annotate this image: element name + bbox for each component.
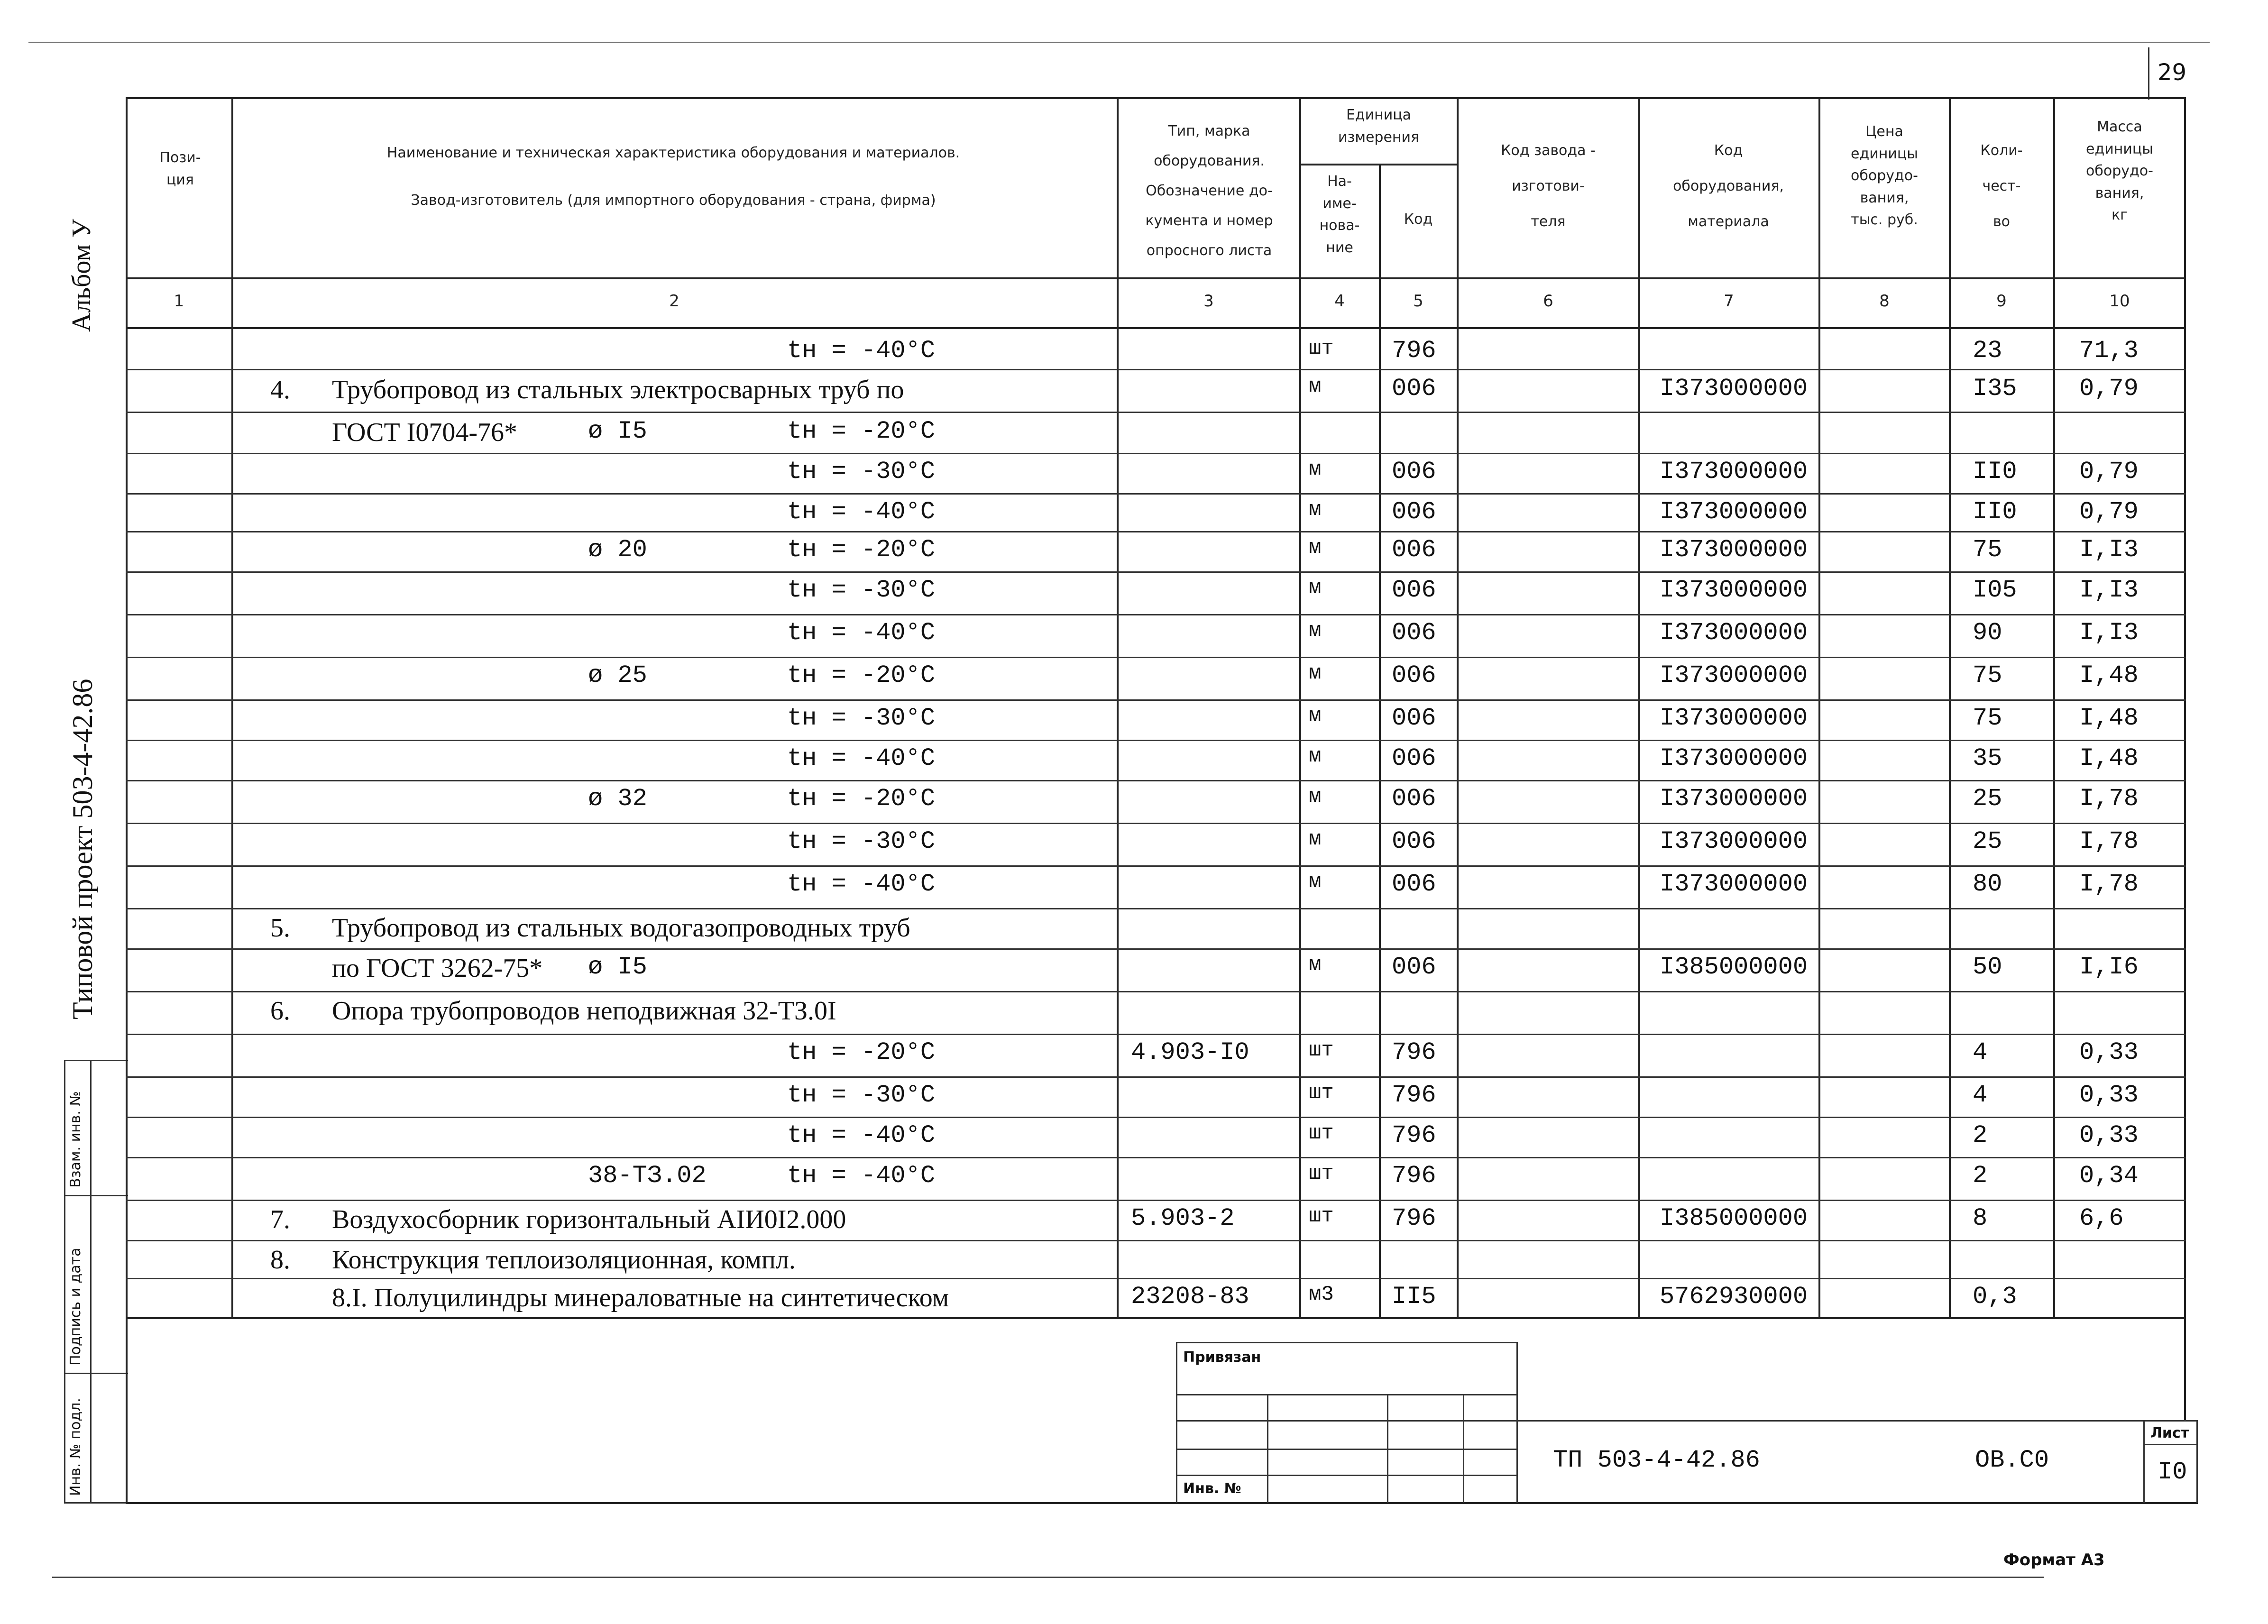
cell-pos: 6. — [270, 996, 290, 1026]
cell-temp: tн = -40°C — [787, 1162, 936, 1190]
row-divider — [126, 948, 2186, 950]
cell-mat: I373000000 — [1660, 661, 1808, 689]
cell-qty: 50 — [1973, 953, 2002, 981]
row-divider — [126, 412, 2186, 413]
cell-temp: tн = -30°C — [787, 1081, 936, 1109]
row-divider — [126, 1278, 2186, 1279]
row-divider — [126, 369, 2186, 370]
row-divider — [126, 1117, 2186, 1118]
row-divider — [126, 823, 2186, 824]
cell-qty: II0 — [1973, 498, 2017, 526]
top-margin-line — [28, 42, 2210, 43]
cell-code: 796 — [1392, 1162, 1436, 1190]
cell-mat: I373000000 — [1660, 870, 1808, 898]
sheet-box-border — [2148, 47, 2149, 100]
row-divider — [126, 780, 2186, 781]
header-unit-group: Единица измерения — [1338, 107, 1420, 146]
cell-mat: I373000000 — [1660, 536, 1808, 564]
header-unit-code: Код — [1404, 211, 1433, 228]
cell-code: 796 — [1392, 337, 1436, 365]
cell-unit: м — [1309, 785, 1322, 808]
cell-unit: м — [1309, 458, 1322, 481]
row-divider — [126, 571, 2186, 573]
cell-mass: 0,33 — [2079, 1081, 2139, 1109]
cell-unit: м — [1309, 744, 1322, 768]
col-number-7: 7 — [1724, 292, 1734, 311]
cell-mass: I,I3 — [2079, 536, 2139, 564]
cell-sub: ø 25 — [588, 661, 647, 689]
cell-mat: I373000000 — [1660, 375, 1808, 403]
cell-name: Трубопровод из стальных водогазопроводных труб — [332, 913, 910, 943]
row-divider — [126, 1076, 2186, 1078]
cell-qty: I35 — [1973, 375, 2017, 403]
cell-unit: м — [1309, 536, 1322, 560]
cell-qty: 2 — [1973, 1121, 1988, 1149]
cell-pos: 7. — [270, 1205, 290, 1234]
cell-name: 8.I. Полуцилиндры минераловатные на синтетическом — [332, 1283, 949, 1312]
col-number-9: 9 — [1996, 292, 2007, 311]
cell-temp: tн = -30°C — [787, 827, 936, 855]
row-divider — [126, 493, 2186, 495]
cell-mat: I373000000 — [1660, 458, 1808, 486]
cell-temp: tн = -30°C — [787, 704, 936, 732]
cell-qty: 25 — [1973, 827, 2002, 855]
cell-name: по ГОСТ 3262-75* — [332, 954, 543, 983]
cell-mass: I,I3 — [2079, 576, 2139, 604]
cell-mass: I,78 — [2079, 870, 2139, 898]
cell-temp: tн = -20°C — [787, 1038, 936, 1066]
cell-qty: I05 — [1973, 576, 2017, 604]
col-number-8: 8 — [1879, 292, 1890, 311]
col-number-4: 4 — [1334, 292, 1345, 311]
cell-sub: ø I5 — [588, 953, 647, 981]
sheet-label: Лист — [2150, 1425, 2189, 1441]
inv-number-label: Инв. № — [1183, 1480, 1241, 1497]
row-divider — [126, 699, 2186, 701]
cell-mass: I,78 — [2079, 827, 2139, 855]
header-mass: Масса единицы оборудо- вания, кг — [2086, 119, 2153, 223]
cell-code: 006 — [1392, 576, 1436, 604]
cell-mat: I385000000 — [1660, 1204, 1808, 1232]
row-divider — [126, 531, 2186, 532]
cell-mass: 0,79 — [2079, 498, 2139, 526]
cell-unit: м — [1309, 870, 1322, 894]
cell-mat: I373000000 — [1660, 498, 1808, 526]
stamp-field-signature-date: Подпись и дата — [67, 1248, 84, 1366]
cell-qty: II0 — [1973, 458, 2017, 486]
cell-code: 006 — [1392, 744, 1436, 772]
cell-code: 006 — [1392, 375, 1436, 403]
header-position: Пози- ция — [159, 149, 201, 188]
sheet-number: I0 — [2158, 1458, 2187, 1486]
cell-mass: 0,33 — [2079, 1121, 2139, 1149]
col-number-5: 5 — [1413, 292, 1423, 311]
col-number-2: 2 — [669, 292, 679, 311]
cell-qty: 4 — [1973, 1038, 1988, 1066]
cell-unit: шт — [1309, 1204, 1334, 1228]
header-material-code: Код оборудования, материала — [1673, 142, 1784, 230]
cell-mat: 5762930000 — [1660, 1283, 1808, 1311]
row-divider — [126, 865, 2186, 867]
cell-mass: 0,79 — [2079, 375, 2139, 403]
privyazan-label: Привязан — [1183, 1349, 1261, 1366]
cell-unit: м — [1309, 375, 1322, 398]
cell-unit: м — [1309, 498, 1322, 522]
cell-code: 006 — [1392, 661, 1436, 689]
section-code: ОВ.С0 — [1975, 1446, 2049, 1474]
cell-temp: tн = -40°C — [787, 870, 936, 898]
cell-unit: шт — [1309, 1162, 1334, 1185]
cell-code: 006 — [1392, 498, 1436, 526]
row-divider — [126, 1157, 2186, 1158]
cell-code: 006 — [1392, 536, 1436, 564]
cell-mat: I373000000 — [1660, 704, 1808, 732]
header-price: Цена единицы оборудо- вания, тыс. руб. — [1851, 123, 1918, 228]
cell-code: 006 — [1392, 785, 1436, 813]
col-number-6: 6 — [1543, 292, 1553, 311]
cell-code: II5 — [1392, 1283, 1436, 1311]
cell-qty: 90 — [1973, 619, 2002, 647]
cell-mass: I,48 — [2079, 744, 2139, 772]
format-label: Формат А3 — [2003, 1551, 2105, 1569]
cell-qty: 8 — [1973, 1204, 1988, 1232]
cell-mat: I373000000 — [1660, 576, 1808, 604]
cell-mat: I373000000 — [1660, 619, 1808, 647]
cell-temp: tн = -30°C — [787, 458, 936, 486]
header-name-line2: Завод-изготовитель (для импортного оборудования - страна, фирма) — [411, 192, 936, 209]
cell-temp: tн = -20°C — [787, 661, 936, 689]
cell-unit: м — [1309, 576, 1322, 600]
cell-code: 796 — [1392, 1204, 1436, 1232]
cell-unit: м — [1309, 661, 1322, 685]
cell-temp: tн = -40°C — [787, 337, 936, 365]
header-type: Тип, марка оборудования. Обозначение до- кумента и номер опросного листа — [1145, 123, 1273, 259]
cell-unit: м — [1309, 619, 1322, 642]
cell-unit: шт — [1309, 337, 1334, 360]
header-quantity: Коли- чест- во — [1980, 142, 2023, 230]
cell-mass: 0,33 — [2079, 1038, 2139, 1066]
row-divider — [126, 740, 2186, 741]
cell-mat: I373000000 — [1660, 785, 1808, 813]
cell-unit: м — [1309, 704, 1322, 728]
cell-qty: 23 — [1973, 337, 2002, 365]
cell-pos: 4. — [270, 375, 290, 404]
row-divider — [126, 1200, 2186, 1201]
col-number-3: 3 — [1203, 292, 1214, 311]
header-unit-name: На- име- нова- ние — [1319, 173, 1360, 256]
stamp-field-original-inv: Инв. № подл. — [67, 1398, 84, 1496]
cell-mass: 0,34 — [2079, 1162, 2139, 1190]
cell-mat: I373000000 — [1660, 744, 1808, 772]
cell-doc: 5.903-2 — [1131, 1204, 1235, 1232]
bottom-margin-line — [52, 1577, 2044, 1578]
row-divider — [126, 1240, 2186, 1241]
cell-temp: tн = -40°C — [787, 744, 936, 772]
sheet-number-top: 29 — [2158, 59, 2187, 86]
cell-sub: ø 20 — [588, 536, 647, 564]
cell-qty: 2 — [1973, 1162, 1988, 1190]
cell-mass: I,48 — [2079, 704, 2139, 732]
cell-pos: 5. — [270, 913, 290, 943]
cell-qty: 35 — [1973, 744, 2002, 772]
cell-qty: 4 — [1973, 1081, 1988, 1109]
cell-mass: I,I6 — [2079, 953, 2139, 981]
cell-temp: tн = -20°C — [787, 536, 936, 564]
cell-unit: м — [1309, 953, 1322, 977]
stamp-field-replace-inv: Взам. инв. № — [67, 1091, 84, 1188]
row-divider — [126, 908, 2186, 909]
cell-name: ГОСТ I0704-76* — [332, 418, 517, 447]
cell-mass: I,48 — [2079, 661, 2139, 689]
cell-name: Опора трубопроводов неподвижная 32-ТЗ.0I — [332, 996, 836, 1026]
cell-qty: 0,3 — [1973, 1283, 2017, 1311]
col-number-10: 10 — [2109, 292, 2130, 311]
row-divider — [126, 1034, 2186, 1035]
cell-unit: м3 — [1309, 1283, 1334, 1306]
cell-mass: I,I3 — [2079, 619, 2139, 647]
row-divider — [126, 991, 2186, 992]
album-label: Альбом У — [67, 219, 96, 332]
cell-temp: tн = -40°C — [787, 1121, 936, 1149]
header-name-line1: Наименование и техническая характеристика оборудования и материалов. — [386, 145, 960, 161]
project-label: Типовой проект 503-4-42.86 — [67, 679, 98, 1019]
cell-qty: 75 — [1973, 536, 2002, 564]
cell-unit: шт — [1309, 1121, 1334, 1145]
header-plant-code: Код завода - изготови- теля — [1501, 142, 1596, 230]
cell-code: 006 — [1392, 704, 1436, 732]
cell-doc: 4.903-I0 — [1131, 1038, 1249, 1066]
col-number-1: 1 — [174, 292, 184, 311]
cell-mass: 71,3 — [2079, 337, 2139, 365]
cell-mat: I373000000 — [1660, 827, 1808, 855]
cell-pos: 8. — [270, 1245, 290, 1275]
cell-mass: I,78 — [2079, 785, 2139, 813]
cell-temp: tн = -40°C — [787, 619, 936, 647]
cell-temp: tн = -20°C — [787, 417, 936, 445]
cell-unit: шт — [1309, 1081, 1334, 1105]
cell-temp: tн = -20°C — [787, 785, 936, 813]
cell-qty: 25 — [1973, 785, 2002, 813]
cell-sub: ø 32 — [588, 785, 647, 813]
document-code: ТП 503-4-42.86 — [1553, 1446, 1760, 1474]
cell-mass: 6,6 — [2079, 1204, 2124, 1232]
cell-qty: 80 — [1973, 870, 2002, 898]
cell-sub: 38-ТЗ.02 — [588, 1162, 707, 1190]
cell-name: Конструкция теплоизоляционная, компл. — [332, 1245, 796, 1275]
row-divider — [126, 453, 2186, 454]
cell-temp: tн = -40°C — [787, 498, 936, 526]
row-divider — [126, 614, 2186, 615]
row-divider — [126, 657, 2186, 658]
cell-code: 796 — [1392, 1121, 1436, 1149]
cell-code: 006 — [1392, 458, 1436, 486]
cell-code: 006 — [1392, 827, 1436, 855]
cell-unit: шт — [1309, 1038, 1334, 1062]
cell-code: 796 — [1392, 1081, 1436, 1109]
cell-qty: 75 — [1973, 661, 2002, 689]
cell-qty: 75 — [1973, 704, 2002, 732]
cell-mass: 0,79 — [2079, 458, 2139, 486]
cell-sub: ø I5 — [588, 417, 647, 445]
cell-doc: 23208-83 — [1131, 1283, 1249, 1311]
cell-temp: tн = -30°C — [787, 576, 936, 604]
cell-unit: м — [1309, 827, 1322, 851]
cell-code: 006 — [1392, 870, 1436, 898]
cell-name: Трубопровод из стальных электросварных труб по — [332, 375, 904, 404]
cell-code: 796 — [1392, 1038, 1436, 1066]
cell-code: 006 — [1392, 953, 1436, 981]
cell-mat: I385000000 — [1660, 953, 1808, 981]
cell-name: Воздухосборник горизонтальный АIИ0I2.000 — [332, 1205, 846, 1234]
cell-code: 006 — [1392, 619, 1436, 647]
